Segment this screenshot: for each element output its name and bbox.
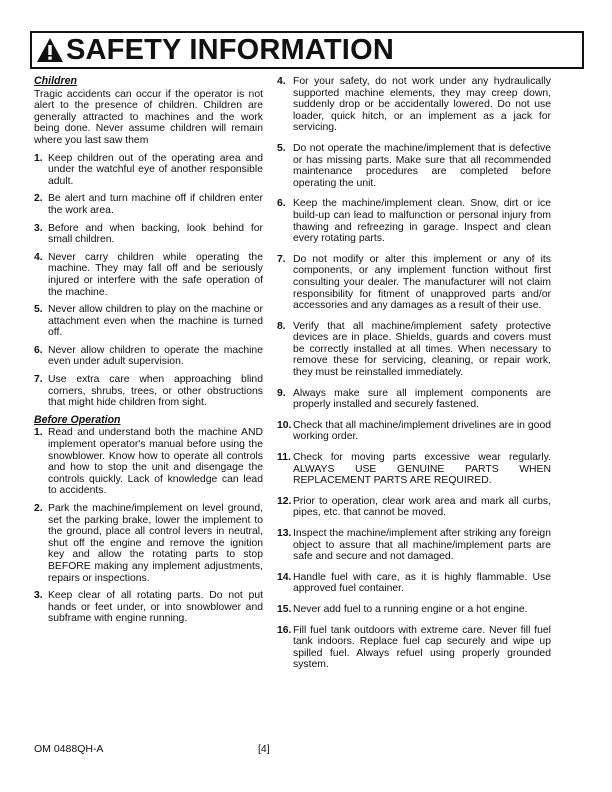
item-text: Read and understand both the machine AND implement operator's manual before using the snowblower. Know how to operate all controls and how to stop the unit and disengage the controls quickly. Lack of knowledge can lead to accidents. [48,427,263,497]
children-list [34,153,263,409]
document-code: OM 0488QH-A [34,743,104,755]
list-item [279,388,551,411]
item-text: Never carry children while operating the machine. They may fall off and be seriously injured or interfere with the safe operation of the machine. [48,251,263,298]
before-operation-heading: Before Operation [34,413,121,426]
item-text: Keep children out of the operating area and under the watchful eye of another responsible adult. [48,152,263,187]
item-text: Check that all machine/implement drivelines are in good working order. [293,419,551,443]
item-text: Do not modify or alter this implement or any of its components, or any implement function without first consulting your dealer. The manufacturer will not claim responsibility for fitment of unapproved parts and/or accessories and any damages as a result of their use. [293,253,551,312]
item-text: Check for moving parts excessive wear regularly. ALWAYS USE GENUINE PARTS WHEN REPLACEMENT PARTS ARE REQUIRED. [293,452,551,487]
item-number: 15. [277,603,292,615]
item-text: Never allow children to operate the machine even under adult supervision. [48,344,263,368]
list-item [279,76,551,134]
item-number: 2. [34,193,43,205]
safety-list-continued [279,76,551,671]
item-text: Keep clear of all rotating parts. Do not put hands or feet under, or into snowblower and subframe with engine running. [48,590,263,625]
list-item [279,625,551,671]
list-item [279,143,551,189]
item-text: Inspect the machine/implement after striking any foreign object to assure that all machine/implement parts are safe and secure and not damaged. [293,528,551,563]
item-number: 2. [34,503,43,514]
item-number: 10. [277,419,292,431]
list-item [34,345,263,368]
list-item [34,503,263,584]
right-column [279,76,551,680]
list-item [279,496,551,519]
item-number: 1. [34,427,43,439]
item-number: 11. [277,452,291,464]
item-number: 7. [34,374,43,386]
item-number: 13. [277,528,292,539]
item-number: 6. [277,198,286,210]
list-item [279,604,551,616]
item-number: 5. [34,304,43,316]
list-item [34,590,263,625]
list-item [34,223,263,246]
item-text: Always make sure all implement components are properly installed and securely fastened. [293,387,551,411]
item-number: 3. [34,222,43,234]
item-text: Fill fuel tank outdoors with extreme care. Never fill fuel tank indoors. Replace fuel cap securely and wipe up spilled fuel. Always refuel using properly grounded system. [293,624,551,671]
item-text: Handle fuel with care, as it is highly flammable. Use approved fuel container. [293,571,551,595]
item-text: Prior to operation, clear work area and mark all curbs, pipes, etc. that cannot be moved. [293,495,551,519]
item-number: 16. [277,624,292,636]
list-item [279,528,551,563]
list-item [34,252,263,298]
list-item [34,427,263,497]
item-text: Do not operate the machine/implement that is defective or has missing parts. Make sure that all recommended maintenance procedures are completed before operating the unit. [293,142,551,189]
item-number: 8. [277,320,286,332]
list-item [34,193,263,216]
list-item [34,374,263,409]
item-number: 9. [277,387,286,399]
item-number: 3. [34,590,43,602]
page-title: SAFETY INFORMATION [66,33,394,66]
list-item [34,153,263,188]
item-number: 4. [277,76,286,87]
warning-triangle-icon [36,37,64,63]
list-item [34,304,263,339]
list-item [279,254,551,312]
item-number: 7. [277,253,286,265]
list-item [279,321,551,379]
left-column [34,76,263,631]
item-text: Be alert and turn machine off if children enter the work area. [48,193,263,216]
item-number: 1. [34,152,43,164]
item-text: Never add fuel to a running engine or a hot engine. [293,603,528,615]
item-number: 6. [34,344,43,356]
list-item [279,420,551,443]
children-intro: Tragic accidents can occur if the operator is not alert to the presence of children. Children are generally attracted to machines and the work being done. Never assume children will remain where you last saw them [34,88,263,146]
children-heading: Children [34,75,77,87]
before-operation-list [34,427,263,625]
item-text: Keep the machine/implement clean. Snow, dirt or ice build-up can lead to malfunction or personal injury from thawing and refreezing in garage. Inspect and clean every rotating parts. [293,198,551,245]
list-item [279,198,551,244]
item-number: 12. [277,495,292,507]
item-number: 14. [277,571,292,583]
item-text: Verify that all machine/implement safety protective devices are in place. Shields, guards and covers must be correctly installed at all times. When necessary to remove these for servicing, cleaning, or repair work, they must be reinstalled immediately. [293,320,551,379]
item-number: 4. [34,251,43,263]
item-text: Park the machine/implement on level ground, set the parking brake, lower the implement to the ground, place all control levers in neutral, shut off the engine and remove the ignition key and allow the rotating parts to stop BEFORE making any implement adjustments, repairs or inspections. [48,503,263,584]
item-text: Never allow children to play on the machine or attachment even when the machine is turned off. [48,304,263,339]
item-text: Before and when backing, look behind for small children. [48,222,263,246]
title-banner [30,31,584,69]
page-number: [4] [258,743,270,755]
list-item [279,452,551,487]
item-text: Use extra care when approaching blind corners, shrubs, trees, or other obstructions that might hide children from sight. [48,374,263,409]
item-number: 5. [277,142,286,154]
item-text: For your safety, do not work under any hydraulically supported machine elements, they may creep down, suddenly drop or be accidentally lowered. Do not use loader, quick hitch, or an implement as a jack for servicing. [293,76,551,134]
list-item [279,572,551,595]
